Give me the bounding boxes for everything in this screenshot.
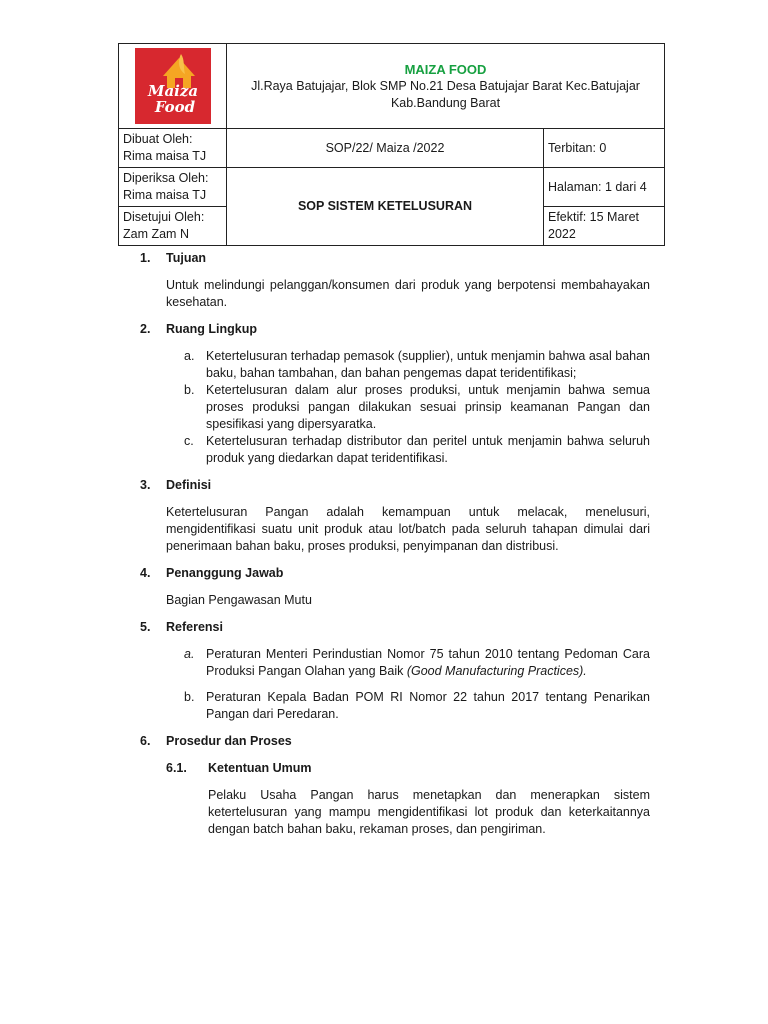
section-penanggung-jawab [140, 565, 650, 609]
effective-date-line1: Efektif: 15 Maret [548, 210, 640, 224]
section-number: 5. [140, 620, 151, 634]
list-letter: b. [184, 383, 195, 397]
logo-graphic [135, 48, 211, 124]
made-by-label: Dibuat Oleh: [123, 132, 193, 146]
issue-cell [544, 129, 665, 168]
checked-by-name: Rima maisa TJ [123, 188, 207, 202]
sop-code-cell [227, 129, 544, 168]
company-address-line2: Kab.Bandung Barat [390, 95, 501, 110]
section-text: Bagian Pengawasan Mutu [166, 593, 312, 607]
made-by-name: Rima maisa TJ [123, 149, 207, 163]
section-title: Prosedur dan Proses [166, 734, 292, 748]
list-text-italic: (Good Manufacturing Practices). [406, 664, 587, 678]
sop-code: SOP/22/ Maiza /2022 [325, 140, 445, 155]
logo-text-maiza: Maiza [147, 82, 198, 100]
section-title: Referensi [166, 620, 223, 634]
section-ruang-lingkup [140, 321, 650, 467]
approved-by-cell [119, 207, 227, 246]
section-text: Untuk melindungi pelanggan/konsumen dari produk yang berpotensi membahayakan kesehatan. [166, 278, 650, 309]
list-text: Ketertelusuran terhadap pemasok (supplier), untuk menjamin bahwa asal bahan baku, bahan tambahan, dan bahan pengemas dapat teridentifikasi; [206, 349, 651, 380]
section-tujuan [140, 250, 650, 311]
subsection-text: Pelaku Usaha Pangan harus menetapkan dan menerapkan sistem ketertelusuran yang mampu mengidentifikasi lot produk dan keterkaitannya dengan batch bahan baku, rekaman proses, dan pengiriman. [208, 788, 650, 836]
section-number: 4. [140, 566, 151, 580]
list-item [184, 433, 650, 467]
logo-cell [119, 44, 227, 129]
list-text: Ketertelusuran dalam alur proses produksi, untuk menjamin bahwa semua proses produksi pangan dilakukan sesuai prinsip keamanan Pangan dan spesifikasi yang dipersyaratka. [206, 383, 650, 431]
list-text: Peraturan Kepala Badan POM RI Nomor 22 tahun 2017 tentang Penarikan Pangan dari Peredaran. [206, 690, 650, 721]
section-title: Ruang Lingkup [166, 322, 257, 336]
section-text: Ketertelusuran Pangan adalah kemampuan untuk melacak, menelusuri, mengidentifikasi suatu unit produk atau lot/batch pada seluruh tahapan dimulai dari penerimaan bahan baku, proses produksi, penyimpanan dan distribusi. [166, 505, 650, 553]
approved-by-name: Zam Zam N [123, 227, 189, 241]
sop-title: SOP SISTEM KETELUSURAN [297, 199, 473, 213]
logo-text-food: Food [154, 98, 195, 116]
section-definisi [140, 477, 650, 555]
maiza-food-logo [135, 48, 211, 124]
section-number: 1. [140, 251, 151, 265]
sop-header-table [118, 43, 665, 246]
list-item [184, 689, 650, 723]
section-prosedur [140, 733, 650, 838]
section-number: 6. [140, 734, 151, 748]
subsection-title: Ketentuan Umum [208, 761, 312, 775]
section-title: Penanggung Jawab [166, 566, 284, 580]
list-letter: b. [184, 690, 195, 704]
list-text: Ketertelusuran terhadap distributor dan peritel untuk menjamin bahwa seluruh produk yang diedarkan dapat teridentifikasi. [206, 434, 650, 465]
section-referensi [140, 619, 650, 723]
reference-list [184, 646, 650, 723]
made-by-cell [119, 129, 227, 168]
subsection-heading [166, 760, 650, 777]
list-item [184, 646, 650, 680]
approved-by-label: Disetujui Oleh: [123, 210, 205, 224]
checked-by-cell [119, 168, 227, 207]
page-number: Halaman: 1 dari 4 [548, 179, 647, 194]
scope-list [184, 348, 650, 467]
section-title: Definisi [166, 478, 212, 492]
list-text: Peraturan Menteri Perindustian Nomor 75 tahun 2010 tentang Pedoman Cara Produksi Pangan Olahan yang Baik [206, 647, 650, 678]
company-name: MAIZA FOOD [404, 61, 487, 77]
page-cell [544, 168, 665, 207]
effective-date-line2: 2022 [548, 227, 576, 241]
list-item [184, 348, 650, 382]
list-letter: c. [184, 434, 194, 448]
section-number: 3. [140, 478, 151, 492]
effective-cell [544, 207, 665, 246]
list-item [184, 382, 650, 433]
company-cell [227, 44, 665, 129]
issue-number: Terbitan: 0 [548, 140, 607, 155]
section-number: 2. [140, 322, 151, 336]
list-letter: a. [184, 647, 195, 661]
list-letter: a. [184, 349, 195, 363]
sop-body [140, 250, 650, 838]
sop-title-cell [227, 168, 544, 246]
section-title: Tujuan [166, 251, 207, 265]
company-address-line1: Jl.Raya Batujajar, Blok SMP No.21 Desa Batujajar Barat Kec.Batujajar [251, 78, 640, 93]
checked-by-label: Diperiksa Oleh: [123, 171, 209, 185]
subsection-number: 6.1. [166, 761, 187, 775]
